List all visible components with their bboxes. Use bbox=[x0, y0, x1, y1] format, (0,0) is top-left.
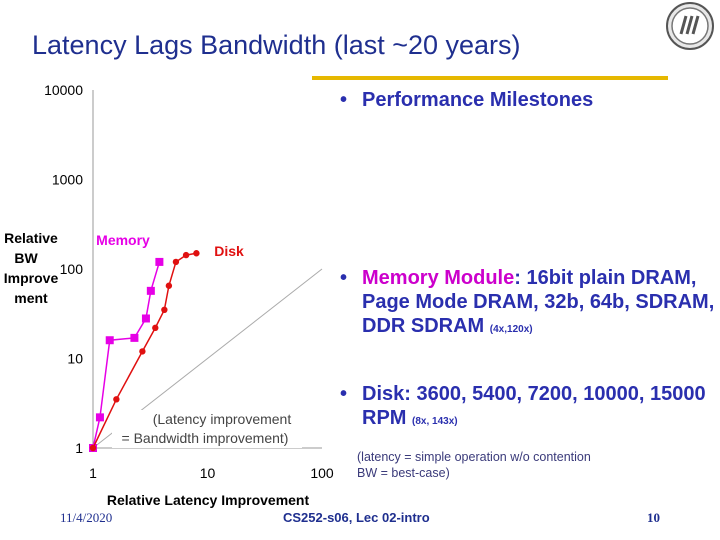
y-axis-label-line: Relative bbox=[4, 230, 58, 246]
x-tick-label: 1 bbox=[89, 465, 97, 481]
bullet-dot: • bbox=[340, 89, 348, 111]
y-tick-label: 100 bbox=[59, 261, 83, 277]
memory-data-point bbox=[96, 413, 104, 421]
memory-data-point bbox=[130, 334, 138, 342]
memory-module-label: Memory Module bbox=[362, 267, 515, 289]
y-tick-label: 10 bbox=[67, 350, 83, 367]
y-axis-label-line: ment bbox=[14, 290, 48, 306]
disk-series-label: Disk bbox=[214, 243, 244, 259]
bullet-memory-module bbox=[340, 266, 718, 342]
memory-improvement-ratio: (4x,120x) bbox=[489, 324, 533, 335]
x-tick-label: 100 bbox=[310, 465, 334, 481]
disk-improvement-ratio: (8x, 143x) bbox=[412, 416, 458, 427]
footer-page-number: 10 bbox=[647, 510, 660, 525]
disk-data-point bbox=[166, 283, 172, 289]
y-tick-label: 10000 bbox=[44, 82, 83, 98]
memory-module-text: : 16bit plain DRAM, Page Mode DRAM, 32b, 64b, SDRAM, DDR SDRAM bbox=[362, 267, 715, 337]
reference-label-line: = Bandwidth improvement) bbox=[121, 430, 289, 446]
y-axis-label-line: BW bbox=[14, 250, 38, 266]
y-tick-label: 1 bbox=[75, 440, 83, 456]
footer-date: 11/4/2020 bbox=[60, 510, 113, 525]
title-underline-rule bbox=[312, 76, 668, 80]
bullet-dot: • bbox=[340, 383, 348, 405]
disk-data-point bbox=[193, 250, 199, 256]
x-axis-label: Relative Latency Improvement bbox=[106, 492, 310, 508]
memory-data-point bbox=[106, 336, 114, 344]
memory-data-point bbox=[142, 314, 150, 322]
note-line-bandwidth: BW = best-case) bbox=[357, 466, 450, 480]
disk-data-point bbox=[139, 348, 145, 354]
bullet-text: Performance Milestones bbox=[362, 89, 594, 111]
disk-data-point bbox=[152, 325, 158, 331]
disk-data-point bbox=[173, 259, 179, 265]
bullet-performance-milestones bbox=[340, 88, 594, 112]
note-line-latency: (latency = simple operation w/o contention bbox=[357, 450, 591, 464]
disk-data-point bbox=[183, 252, 189, 258]
y-axis-label-line: Improve bbox=[3, 270, 59, 286]
x-tick-label: 10 bbox=[199, 465, 216, 481]
memory-series-label: Memory bbox=[96, 232, 150, 248]
slide-title: Latency Lags Bandwidth (last ~20 years) bbox=[32, 30, 521, 60]
definition-note bbox=[357, 449, 591, 481]
bullet-dot: • bbox=[340, 267, 348, 289]
reference-label-line: (Latency improvement bbox=[152, 411, 292, 427]
disk-data-point bbox=[90, 445, 96, 451]
footer-course: CS252-s06, Lec 02-intro bbox=[283, 510, 430, 525]
university-seal-icon bbox=[664, 0, 716, 52]
disk-data-point bbox=[113, 396, 119, 402]
bullet-disk bbox=[340, 382, 718, 434]
memory-data-point bbox=[155, 258, 163, 266]
disk-data-point bbox=[161, 307, 167, 313]
y-tick-label: 1000 bbox=[51, 171, 83, 188]
latency-bandwidth-chart bbox=[0, 78, 340, 518]
memory-data-point bbox=[147, 287, 155, 295]
disk-text: Disk: 3600, 5400, 7200, 10000, 15000 RPM bbox=[362, 383, 706, 429]
